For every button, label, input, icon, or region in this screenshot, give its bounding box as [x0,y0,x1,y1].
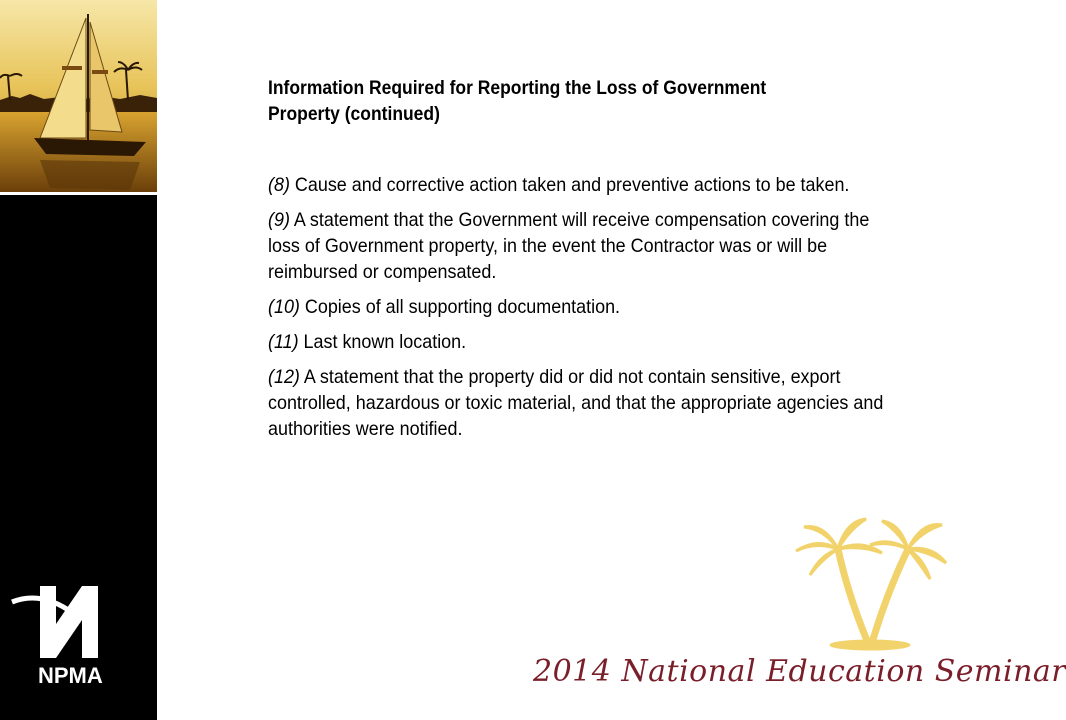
item-text: A statement that the property did or did not contain sensitive, export controlled, hazardous or toxic material, and that the appropriate agencies and authorities were notified. [268,366,884,440]
list-item [268,329,903,355]
slide-title-line-1: Information Required for Reporting the Loss of Government [268,78,767,99]
slide-title-line-2: Property (continued) [268,104,440,125]
item-number: (12) [268,366,300,388]
item-text: Copies of all supporting documentation. [299,296,621,318]
item-number: (11) [268,331,299,353]
item-number: (10) [268,296,300,318]
slide-title [268,76,912,128]
item-number: (9) [268,209,290,231]
item-text: Cause and corrective action taken and preventive actions to be taken. [289,174,850,196]
palm-trees-icon [790,515,950,655]
sailboat-sunset-photo [0,0,157,192]
photo-divider [0,192,157,195]
item-text: Last known location. [298,331,467,353]
seminar-title: 2014 National Education Seminar [533,654,1066,689]
list-item [268,207,903,285]
slide-content [268,76,918,451]
list-item [268,172,903,198]
left-sidebar [0,0,157,720]
item-text: A statement that the Government will receive compensation covering the loss of Government property, in the event the Contractor was or will be reimbursed or compensated. [268,209,870,283]
logo-text: NPMA [38,663,103,688]
item-number: (8) [268,174,290,196]
requirements-list [268,172,918,442]
list-item [268,364,903,442]
list-item [268,294,903,320]
